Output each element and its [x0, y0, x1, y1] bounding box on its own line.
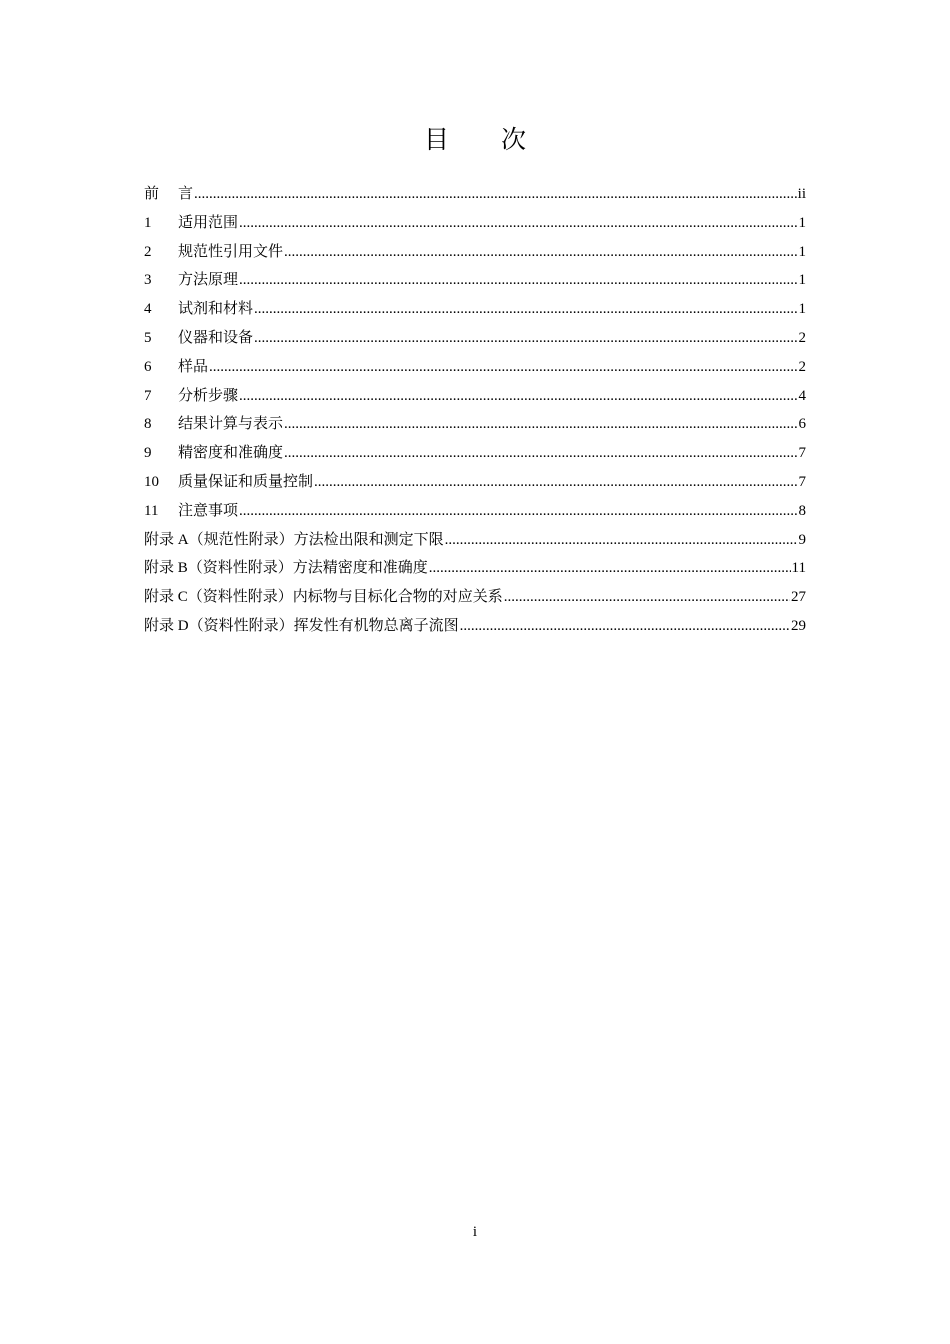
toc-leader-dots: [239, 266, 797, 295]
toc-entry-number: 前: [144, 186, 160, 202]
toc-leader-dots: [194, 180, 797, 209]
toc-entry-number: 9: [144, 445, 152, 462]
toc-entry-page: 7: [798, 473, 806, 490]
toc-entry-page: 9: [798, 531, 806, 548]
toc-leader-dots: [284, 410, 797, 439]
page-number: i: [472, 1224, 478, 1240]
toc-entry-page: 2: [798, 329, 806, 346]
toc-entry-page: 1: [798, 301, 806, 318]
toc-entry-label: 分析步骤: [178, 387, 239, 404]
toc-leader-dots: [429, 554, 791, 583]
toc-entry-label: 方法原理: [178, 272, 239, 289]
toc-entry-1[interactable]: [144, 209, 806, 238]
toc-entry-appendix-c[interactable]: [144, 583, 806, 612]
toc-entry-number: 5: [144, 329, 152, 346]
toc-entry-label: 规范性引用文件: [178, 243, 284, 260]
toc-leader-dots: [445, 526, 798, 555]
toc-entry-number: 6: [144, 358, 152, 375]
toc-entry-4[interactable]: [144, 295, 806, 324]
toc-leader-dots: [239, 382, 797, 411]
toc-entry-label: 精密度和准确度: [178, 445, 284, 462]
toc-entry-number: 8: [144, 416, 152, 433]
toc-entry-appendix-a[interactable]: [144, 526, 806, 555]
toc-entry-number: 11: [144, 502, 159, 519]
toc-entry-number: 3: [144, 272, 152, 289]
table-of-contents: [144, 180, 806, 641]
toc-leader-dots: [254, 295, 797, 324]
toc-leader-dots: [209, 353, 797, 382]
toc-entry-page: 11: [791, 560, 806, 577]
toc-entry-8[interactable]: [144, 410, 806, 439]
toc-entry-label: 附录 A（规范性附录）方法检出限和测定下限: [144, 531, 444, 548]
toc-leader-dots: [254, 324, 797, 353]
toc-leader-dots: [314, 468, 797, 497]
toc-entry-11[interactable]: [144, 497, 806, 526]
toc-entry-appendix-b[interactable]: [144, 554, 806, 583]
toc-entry-number: 7: [144, 387, 152, 404]
toc-entry-label: 结果计算与表示: [178, 416, 284, 433]
toc-entry-page: ii: [797, 186, 806, 202]
toc-entry-7[interactable]: [144, 382, 806, 411]
toc-entry-label: 附录 D（资料性附录）挥发性有机物总离子流图: [144, 617, 459, 634]
toc-entry-page: 1: [798, 214, 806, 231]
toc-entry-number: 10: [144, 473, 159, 490]
toc-entry-number: 1: [144, 214, 152, 231]
toc-entry-label: 试剂和材料: [178, 301, 254, 318]
toc-entry-label: 质量保证和质量控制: [178, 473, 314, 490]
toc-entry-number: 2: [144, 243, 152, 260]
toc-entry-label: 适用范围: [178, 214, 239, 231]
toc-entry-foreword[interactable]: [144, 180, 806, 209]
toc-entry-2[interactable]: [144, 238, 806, 267]
toc-entry-page: 29: [791, 617, 806, 634]
toc-entry-10[interactable]: [144, 468, 806, 497]
toc-entry-label: 言: [178, 186, 194, 202]
toc-entry-3[interactable]: [144, 266, 806, 295]
toc-entry-label: 注意事项: [178, 502, 239, 519]
toc-entry-label: 仪器和设备: [178, 329, 254, 346]
toc-leader-dots: [504, 583, 790, 612]
toc-entry-6[interactable]: [144, 353, 806, 382]
toc-entry-label: 附录 C（资料性附录）内标物与目标化合物的对应关系: [144, 589, 503, 606]
toc-entry-page: 6: [798, 416, 806, 433]
toc-entry-label: 附录 B（资料性附录）方法精密度和准确度: [144, 560, 428, 577]
toc-leader-dots: [284, 439, 797, 468]
toc-entry-number: 4: [144, 301, 152, 318]
toc-entry-page: 1: [798, 272, 806, 289]
page-title: 目 次: [424, 125, 548, 154]
toc-leader-dots: [460, 612, 790, 641]
toc-entry-page: 27: [791, 589, 806, 606]
toc-leader-dots: [239, 209, 797, 238]
toc-entry-page: 1: [798, 243, 806, 260]
toc-entry-page: 4: [798, 387, 806, 404]
toc-entry-page: 7: [798, 445, 806, 462]
toc-entry-5[interactable]: [144, 324, 806, 353]
toc-entry-label: 样品: [178, 358, 209, 375]
toc-entry-9[interactable]: [144, 439, 806, 468]
toc-entry-page: 8: [798, 502, 806, 519]
toc-leader-dots: [284, 238, 797, 267]
toc-entry-page: 2: [798, 358, 806, 375]
toc-leader-dots: [239, 497, 797, 526]
toc-entry-appendix-d[interactable]: [144, 612, 806, 641]
